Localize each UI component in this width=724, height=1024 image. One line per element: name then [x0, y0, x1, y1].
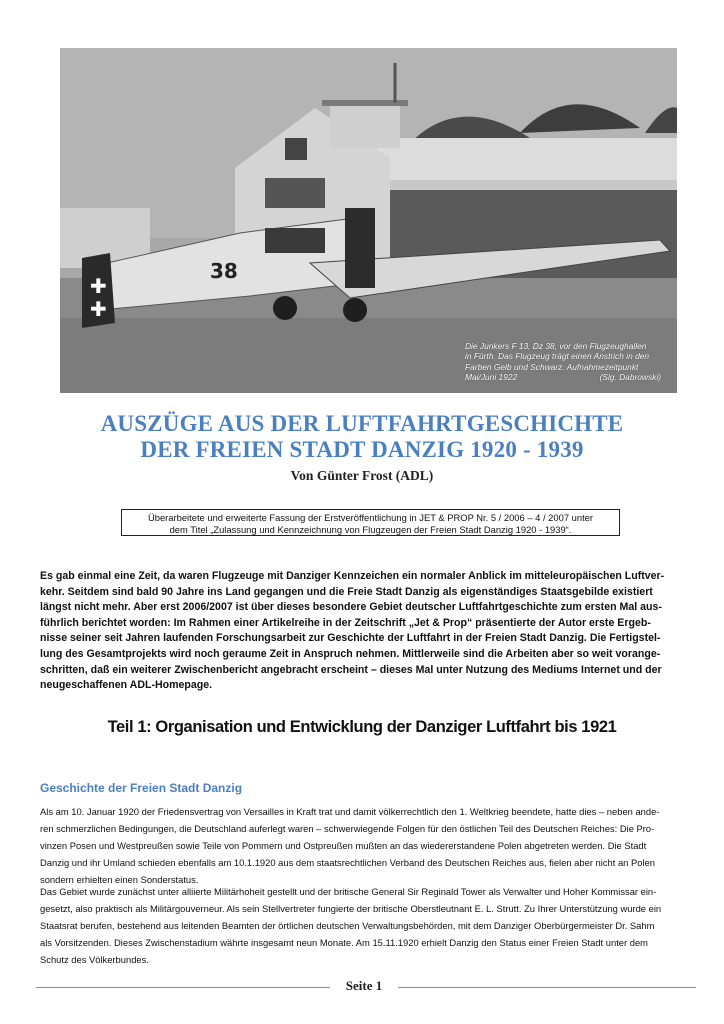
body-line: ren schmerzlichen Bedingungen, die Deutschland auferlegt waren – schwerwiegende Folgen für den östlichen Teil des Deutschen Reiches: Die Pro- [40, 823, 655, 834]
photo-credit: (Slg. Dabrowski) [599, 372, 661, 383]
body-line: Schutz des Völkerbundes. [40, 954, 149, 965]
revision-note-box [121, 509, 620, 536]
body-line: als Vorsitzenden. Dieses Zwischenstadium währte insgesamt neun Monate. Am 15.11.1920 erhielt Danzig den Status einer Freien Stadt unter dem [40, 937, 648, 948]
body-line: Das Gebiet wurde zunächst unter alliierte Militärhoheit gestellt und der britische General Sir Reginald Tower als Verwalter und Hoher Kommissar ein- [40, 886, 657, 897]
intro-line: Es gab einmal eine Zeit, da waren Flugzeuge mit Danziger Kennzeichen ein normaler Anblick im mitteleuropäischen Luftver- [40, 570, 665, 582]
revision-note-line: Überarbeitete und erweiterte Fassung der Erstveröffentlichung in JET & PROP Nr. 5 / 2006 – 4 / 2007 unter [147, 512, 594, 523]
revision-note-line: dem Titel „Zulassung und Kennzeichnung von Flugzeugen der Freien Stadt Danzig 1920 - 1939“. [169, 524, 572, 535]
body-line: Staatsrat berufen, bestehend aus leitenden Beamten der örtlichen deutschen Verwaltungsbehörden, mit dem Danziger Oberbürgermeister Dr. Sahm [40, 920, 655, 931]
photo-caption [465, 341, 665, 383]
intro-line: führlich berichtet worden: Im Rahmen einer Artikelreihe in der Zeitschrift „Jet & Prop“ präsentierte der Autor erste Ergeb- [40, 616, 651, 629]
body-line: vinzen Posen und Westpreußen sowie Teile von Pommern und Ostpreußen mußten an das wiedererstandene Polen abgetreten werden. Die Stadt [40, 840, 647, 851]
author-byline: Von Günter Frost (ADL) [290, 468, 434, 483]
caption-line: Farben Gelb und Schwarz. Aufnahmezeitpunkt [465, 361, 639, 372]
caption-date: Mai/Juni 1922 [465, 372, 518, 383]
intro-line: nisse seiner seit Jahren laufenden Forschungsarbeit zur Geschichte der Luftfahrt in der Freien Stadt Danzig. Die Fertigstel- [40, 632, 661, 645]
footer-rule-left [36, 987, 330, 988]
page-number: Seite 1 [345, 978, 383, 993]
svg-text:✚: ✚ [90, 274, 107, 298]
body-line: gesetzt, also praktisch als Militärgouverneur. Als sein Stellvertreter fungierte der britische Oberstleutnant E. L. Strutt. Zu Ihrer Unterstützung wurde ein [40, 903, 662, 914]
body-line: sondern erhielten einen Sonderstatus. [40, 874, 199, 885]
section-heading: Geschichte der Freien Stadt Danzig [40, 781, 243, 795]
caption-line [465, 372, 665, 383]
svg-text:38: 38 [210, 259, 238, 283]
intro-paragraph [40, 569, 690, 694]
svg-text:✚: ✚ [90, 297, 107, 321]
body-line: Als am 10. Januar 1920 der Friedensvertrag von Versailles in Kraft trat und damit völkerrechtlich den 1. Weltkrieg beendete, hatte dies – neben ande- [40, 806, 660, 817]
intro-line: längst nicht mehr. Aber erst 2006/2007 ist über dieses besondere Gebiet deutscher Luftfahrtgeschichte zum ersten Mal aus- [40, 601, 662, 614]
body-line: Danzig und ihr Umland schieden ebenfalls am 10.1.1920 aus dem staatsrechtlichen Verband des Deutschen Reiches aus, fielen aber nicht an Polen [40, 857, 655, 868]
part-heading: Teil 1: Organisation und Entwicklung der Danziger Luftfahrt bis 1921 [107, 718, 617, 736]
intro-line: kehr. Seitdem sind bald 90 Jahre ins Land gegangen und die Freie Stadt Danzig als eigenständiges Staatsgebilde existiert [40, 585, 653, 598]
intro-line: lung des Gesamtprojekts wird noch geraume Zeit in Anspruch nehmen. Mittlerweile sind die Arbeiten aber so weit vorange- [40, 647, 661, 660]
intro-line: schritten, daß ein weiterer Zwischenbericht angebracht erscheint – dieses Mal unter Nutzung des Mediums Internet und der [40, 663, 662, 676]
intro-line: neugeschaffenen ADL-Homepage. [40, 679, 213, 692]
caption-line: in Fürth. Das Flugzeug trägt einen Anstrich in den [465, 351, 650, 362]
body-paragraph-2 [40, 883, 690, 968]
body-paragraph-1 [40, 803, 690, 888]
document-title-line-1: AUSZÜGE AUS DER LUFTFAHRTGESCHICHTE [100, 411, 624, 436]
caption-line: Die Junkers F 13, Dz 38, vor den Flugzeughallen [465, 340, 647, 351]
document-title-line-2: DER FREIEN STADT DANZIG 1920 - 1939 [140, 437, 584, 462]
footer-rule-right [398, 987, 696, 988]
header-photo [60, 48, 677, 393]
